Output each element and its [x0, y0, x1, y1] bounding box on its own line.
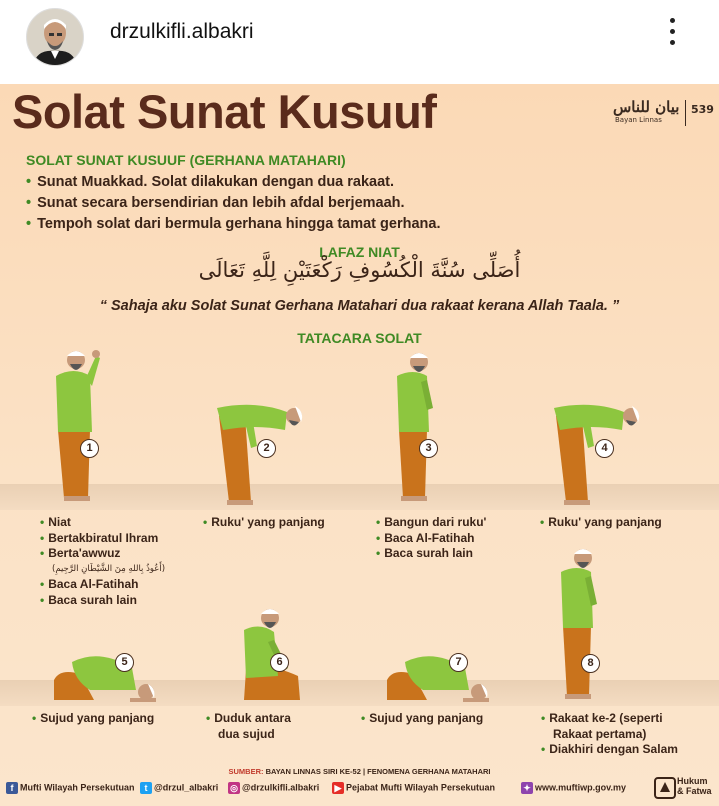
hukum-fatwa-line: & Fatwa	[677, 786, 712, 796]
step-number-6: 6	[270, 653, 289, 672]
poster-footer	[0, 776, 719, 804]
step-3-line: • Bangun dari ruku'	[376, 515, 486, 531]
step-number-4: 4	[595, 439, 614, 458]
twitter-icon: t	[140, 782, 152, 794]
step-number-1: 1	[80, 439, 99, 458]
tatacara-heading: TATACARA SOLAT	[297, 330, 422, 346]
step-1-line: • Baca Al-Fatihah	[40, 577, 165, 593]
step-8-line: Rakaat pertama)	[553, 726, 647, 741]
footer-youtube	[332, 782, 495, 794]
step-number-8: 8	[581, 654, 600, 673]
footer-twitter	[140, 782, 218, 794]
footer-facebook-text: Mufti Wilayah Persekutuan	[20, 782, 135, 793]
step-3-line: • Baca surah lain	[376, 546, 486, 562]
muftiwp-logo-icon: ✦	[521, 782, 533, 794]
step-number-5: 5	[115, 653, 134, 672]
username[interactable]: drzulkifli.albakri	[110, 20, 254, 43]
source-credit	[0, 767, 719, 776]
hukum-fatwa-text	[677, 776, 712, 796]
figure-sujud	[50, 650, 165, 706]
step-7-line: • Sujud yang panjang	[361, 711, 483, 727]
bayan-linnas-logo	[613, 98, 713, 128]
bullet-item: • Tempoh solat dari bermula gerhana hingga tamat gerhana.	[26, 216, 440, 237]
footer-twitter-text: @drzul_albakri	[154, 782, 219, 793]
step-6-text	[206, 711, 291, 742]
footer-website-text: www.muftiwp.gov.my	[535, 782, 627, 793]
hukum-fatwa-line: Hukum	[677, 776, 708, 786]
info-bullets	[26, 174, 440, 237]
figure-standing	[393, 350, 443, 506]
logo-number: 539	[691, 103, 714, 116]
source-text: BAYAN LINNAS SIRI KE-52 | FENOMENA GERHANA MATAHARI	[265, 767, 491, 776]
avatar-image	[27, 9, 83, 65]
step-number-2: 2	[257, 439, 276, 458]
step-5-line: • Sujud yang panjang	[32, 711, 154, 727]
step-4-text	[540, 515, 662, 531]
bullet-item: • Sunat secara bersendirian dan lebih afdal berjemaah.	[26, 195, 440, 216]
poster-title: Solat Sunat Kusuuf	[12, 85, 437, 138]
figure-standing-takbir	[52, 346, 112, 506]
step-number-7: 7	[449, 653, 468, 672]
step-5-text	[32, 711, 154, 727]
footer-website	[521, 782, 626, 794]
logo-subtitle: Bayan Linnas	[615, 116, 662, 124]
more-options-icon[interactable]	[664, 14, 680, 54]
step-1-text	[40, 515, 165, 608]
section-subheading: SOLAT SUNAT KUSUUF (GERHANA MATAHARI)	[26, 152, 346, 168]
step-1-line: • Niat	[40, 515, 165, 531]
logo-divider	[685, 100, 686, 126]
figure-standing-final	[557, 546, 607, 704]
lafaz-arabic: أُصَلِّى سُنَّةَ الْكُسُوفِ رَكْعَتَيْنِ لِلَّهِ تَعَالَى	[198, 258, 521, 282]
step-number-3: 3	[419, 439, 438, 458]
step-6-line: • Duduk antara	[206, 711, 291, 727]
facebook-icon: f	[6, 782, 18, 794]
step-2-text	[203, 515, 325, 531]
lafaz-translation: “ Sahaja aku Solat Sunat Gerhana Matahari dua rakaat kerana Allah Taala. ”	[99, 298, 620, 314]
step-1-line: • Baca surah lain	[40, 593, 165, 609]
bullet-item: • Sunat Muakkad. Solat dilakukan dengan dua rakaat.	[26, 174, 440, 195]
step-1-arabic: (أَعُوذُ بِاللهِ مِنَ الشَّيْطَانِ الرَّجِيمِ)	[52, 563, 166, 574]
logo-arabic: بيان للناس	[613, 98, 680, 116]
footer-facebook	[6, 782, 134, 794]
figure-sujud	[383, 650, 498, 706]
step-1-line: • Bertakbiratul Ihram	[40, 531, 165, 547]
infographic-poster	[0, 84, 719, 806]
source-label: SUMBER:	[228, 767, 264, 776]
avatar[interactable]	[26, 8, 84, 66]
youtube-icon: ▶	[332, 782, 344, 794]
step-7-text	[361, 711, 483, 727]
post-header	[0, 0, 719, 82]
step-8-text	[541, 711, 678, 758]
step-4-line: • Ruku' yang panjang	[540, 515, 662, 531]
step-1-line: • Berta'awwuz	[40, 546, 165, 562]
step-2-line: • Ruku' yang panjang	[203, 515, 325, 531]
step-3-text	[376, 515, 486, 562]
step-8-line: • Diakhiri dengan Salam	[541, 742, 678, 758]
footer-youtube-text: Pejabat Mufti Wilayah Persekutuan	[346, 782, 495, 793]
footer-instagram	[228, 782, 319, 794]
lafaz-heading: LAFAZ NIAT	[319, 244, 400, 260]
step-8-line: • Rakaat ke-2 (seperti	[541, 711, 678, 727]
step-6-line: dua sujud	[218, 726, 275, 741]
step-3-line: • Baca Al-Fatihah	[376, 531, 486, 547]
instagram-icon: ◎	[228, 782, 240, 794]
footer-instagram-text: @drzulkifli.albakri	[242, 782, 320, 793]
